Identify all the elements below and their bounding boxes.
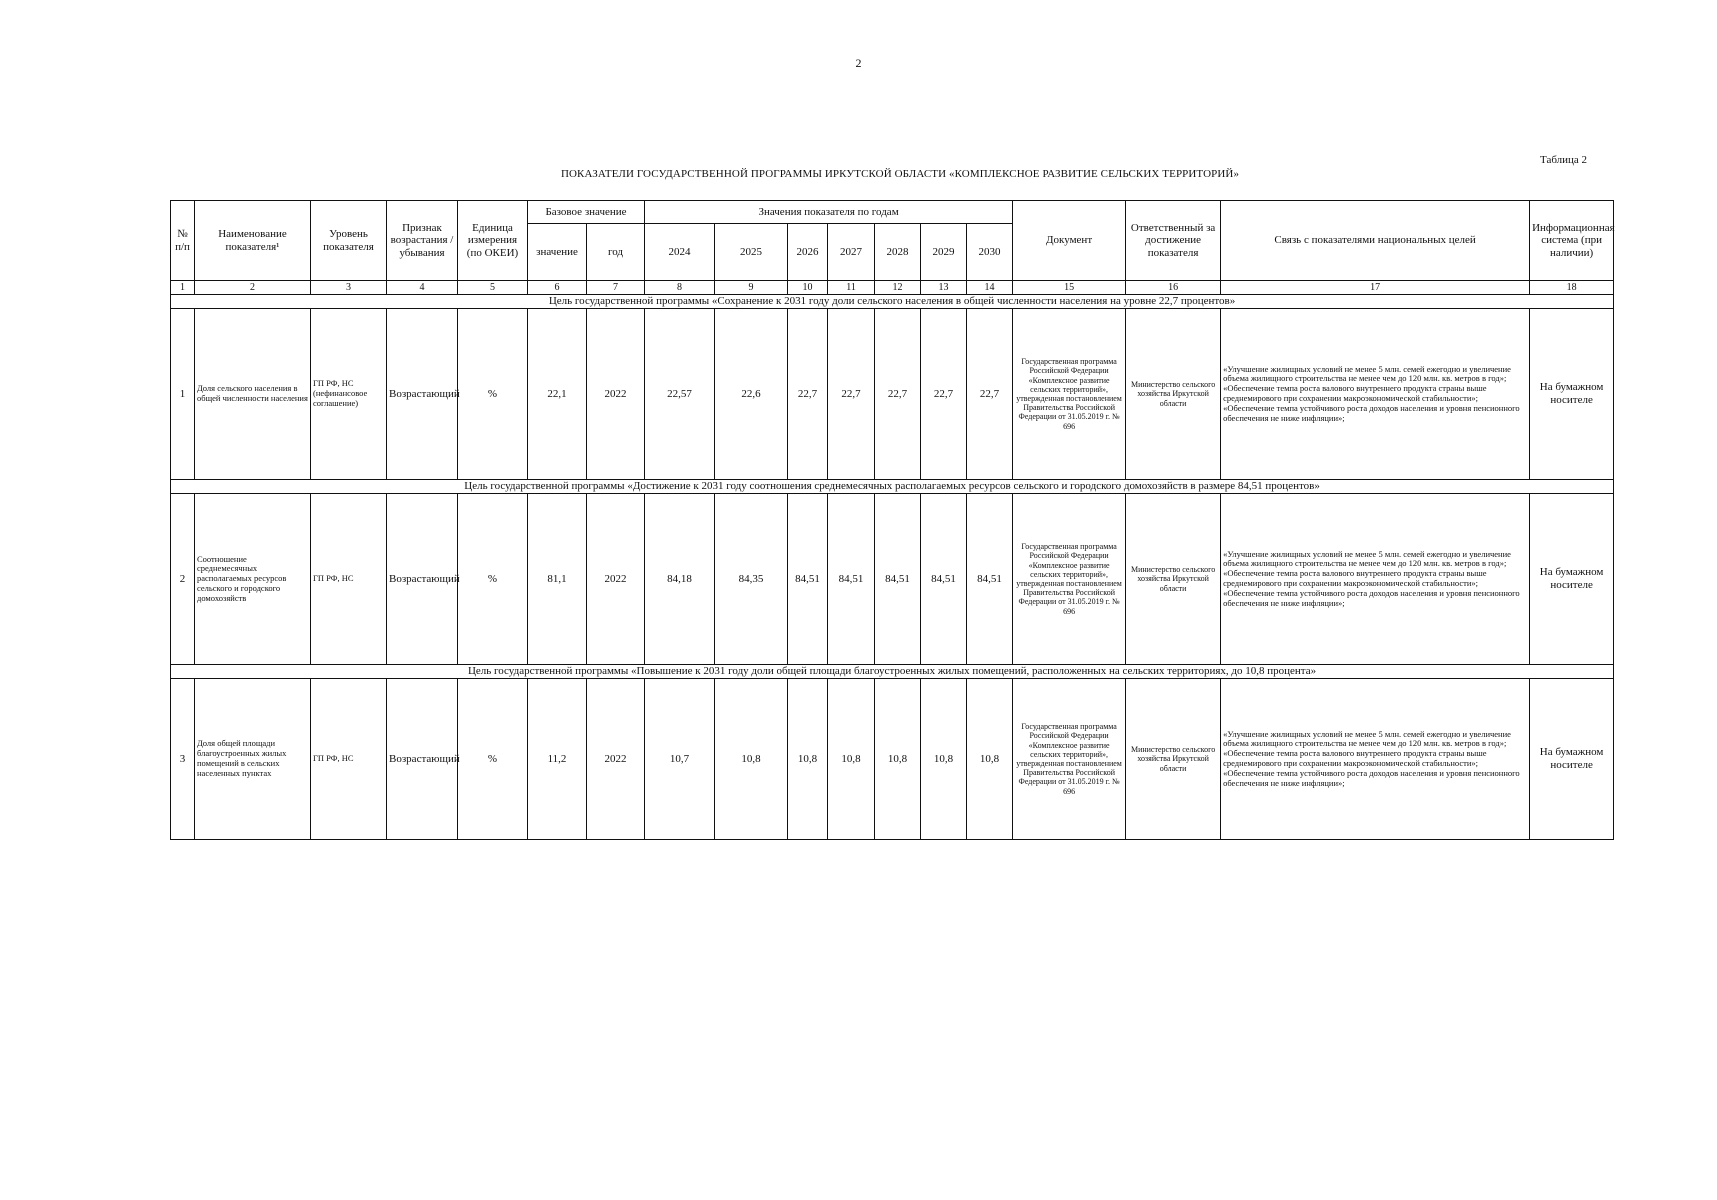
- column-number: 6: [528, 281, 587, 295]
- row-value-2024: 84,18: [645, 494, 715, 665]
- header-responsible: Ответственный за достижение показателя: [1126, 201, 1221, 281]
- row-name: Соотношение среднемесячных располагаемых ресурсов сельского и городского домохозяйств: [195, 494, 311, 665]
- row-info-system: На бумажном носителе: [1530, 679, 1614, 840]
- row-link: «Улучшение жилищных условий не менее 5 млн. семей ежегодно и увеличение объема жилищного строительства не менее чем до 120 млн. кв. метров в год»; «Обеспечение темпа роста валового внутреннего продукта страны выше среднемирового при сохранении макроэкономической стабильности»; «Обеспечение темпа устойчивого роста доходов населения и уровня пенсионного обеспечения не ниже инфляции»;: [1221, 494, 1530, 665]
- column-number: 13: [921, 281, 967, 295]
- row-value-2029: 22,7: [921, 309, 967, 480]
- row-base-year: 2022: [587, 309, 645, 480]
- goal-text: Цель государственной программы «Достижение к 2031 году соотношения среднемесячных располагаемых ресурсов сельского и городского домохозяйств в размере 84,51 процентов»: [171, 480, 1614, 494]
- row-trend: Возрастающий: [387, 679, 458, 840]
- column-number: 15: [1013, 281, 1126, 295]
- row-info-system: На бумажном носителе: [1530, 309, 1614, 480]
- row-base-value: 81,1: [528, 494, 587, 665]
- header-year: 2024: [645, 224, 715, 281]
- row-unit: %: [458, 679, 528, 840]
- column-number: 18: [1530, 281, 1614, 295]
- header-base: Базовое значение: [528, 201, 645, 224]
- goal-row: [171, 480, 1614, 494]
- row-value-2025: 84,35: [715, 494, 788, 665]
- row-value-2024: 10,7: [645, 679, 715, 840]
- row-value-2024: 22,57: [645, 309, 715, 480]
- row-value-2025: 22,6: [715, 309, 788, 480]
- header-document: Документ: [1013, 201, 1126, 281]
- header-year: 2030: [967, 224, 1013, 281]
- column-number: 8: [645, 281, 715, 295]
- header-year: 2026: [788, 224, 828, 281]
- row-value-2030: 22,7: [967, 309, 1013, 480]
- row-document: Государственная программа Российской Федерации «Комплексное развитие сельских территорий», утвержденная постановлением Правительства Российской Федерации от 31.05.2019 г. № 696: [1013, 309, 1126, 480]
- column-number: 7: [587, 281, 645, 295]
- row-info-system: На бумажном носителе: [1530, 494, 1614, 665]
- row-base-value: 22,1: [528, 309, 587, 480]
- header-years-group: Значения показателя по годам: [645, 201, 1013, 224]
- header-level: Уровень показателя: [311, 201, 387, 281]
- row-name: Доля сельского населения в общей численности населения: [195, 309, 311, 480]
- row-responsible: Министерство сельского хозяйства Иркутской области: [1126, 309, 1221, 480]
- row-trend: Возрастающий: [387, 494, 458, 665]
- row-value-2028: 10,8: [875, 679, 921, 840]
- column-number: 3: [311, 281, 387, 295]
- row-responsible: Министерство сельского хозяйства Иркутской области: [1126, 494, 1221, 665]
- column-number: 9: [715, 281, 788, 295]
- indicators-table: [170, 200, 1614, 840]
- header-year: 2025: [715, 224, 788, 281]
- goal-text: Цель государственной программы «Сохранение к 2031 году доли сельского населения в общей численности населения на уровне 22,7 процентов»: [171, 295, 1614, 309]
- column-number: 12: [875, 281, 921, 295]
- row-value-2027: 10,8: [828, 679, 875, 840]
- column-number: 4: [387, 281, 458, 295]
- row-num: 1: [171, 309, 195, 480]
- row-value-2030: 84,51: [967, 494, 1013, 665]
- header-info-system: Информационная система (при наличии): [1530, 201, 1614, 281]
- row-num: 2: [171, 494, 195, 665]
- goal-row: [171, 665, 1614, 679]
- row-value-2026: 84,51: [788, 494, 828, 665]
- table-row: [171, 494, 1614, 665]
- row-value-2028: 84,51: [875, 494, 921, 665]
- row-value-2029: 10,8: [921, 679, 967, 840]
- row-link: «Улучшение жилищных условий не менее 5 млн. семей ежегодно и увеличение объема жилищного строительства не менее чем до 120 млн. кв. метров в год»; «Обеспечение темпа роста валового внутреннего продукта страны выше среднемирового при сохранении макроэкономической стабильности»; «Обеспечение темпа устойчивого роста доходов населения и уровня пенсионного обеспечения не ниже инфляции»;: [1221, 679, 1530, 840]
- goal-text: Цель государственной программы «Повышение к 2031 году доли общей площади благоустроенных жилых помещений, расположенных на сельских территориях, до 10,8 процента»: [171, 665, 1614, 679]
- row-value-2028: 22,7: [875, 309, 921, 480]
- header-link: Связь с показателями национальных целей: [1221, 201, 1530, 281]
- row-num: 3: [171, 679, 195, 840]
- column-numbers-row: [171, 281, 1614, 295]
- column-number: 1: [171, 281, 195, 295]
- row-value-2027: 84,51: [828, 494, 875, 665]
- column-number: 10: [788, 281, 828, 295]
- header-row: [171, 201, 1614, 224]
- header-num: № п/п: [171, 201, 195, 281]
- column-number: 11: [828, 281, 875, 295]
- page-title: ПОКАЗАТЕЛИ ГОСУДАРСТВЕННОЙ ПРОГРАММЫ ИРКУТСКОЙ ОБЛАСТИ «КОМПЛЕКСНОЕ РАЗВИТИЕ СЕЛЬСКИХ ТЕРРИТОРИЙ»: [560, 168, 1240, 180]
- column-number: 16: [1126, 281, 1221, 295]
- row-value-2025: 10,8: [715, 679, 788, 840]
- header-trend: Признак возрастания /убывания: [387, 201, 458, 281]
- row-name: Доля общей площади благоустроенных жилых помещений в сельских населенных пунктах: [195, 679, 311, 840]
- row-document: Государственная программа Российской Федерации «Комплексное развитие сельских территорий», утвержденная постановлением Правительства Российской Федерации от 31.05.2019 г. № 696: [1013, 494, 1126, 665]
- table-label: Таблица 2: [1540, 154, 1588, 166]
- row-base-year: 2022: [587, 494, 645, 665]
- row-value-2027: 22,7: [828, 309, 875, 480]
- header-year: 2028: [875, 224, 921, 281]
- row-unit: %: [458, 309, 528, 480]
- row-value-2026: 22,7: [788, 309, 828, 480]
- row-value-2029: 84,51: [921, 494, 967, 665]
- row-base-year: 2022: [587, 679, 645, 840]
- row-value-2030: 10,8: [967, 679, 1013, 840]
- row-responsible: Министерство сельского хозяйства Иркутской области: [1126, 679, 1221, 840]
- header-base-value: значение: [528, 224, 587, 281]
- header-year: 2027: [828, 224, 875, 281]
- row-link: «Улучшение жилищных условий не менее 5 млн. семей ежегодно и увеличение объема жилищного строительства не менее чем до 120 млн. кв. метров в год»; «Обеспечение темпа роста валового внутреннего продукта страны выше среднемирового при сохранении макроэкономической стабильности»; «Обеспечение темпа устойчивого роста доходов населения и уровня пенсионного обеспечения не ниже инфляции»;: [1221, 309, 1530, 480]
- row-base-value: 11,2: [528, 679, 587, 840]
- column-number: 17: [1221, 281, 1530, 295]
- column-number: 2: [195, 281, 311, 295]
- row-trend: Возрастающий: [387, 309, 458, 480]
- page-number: 2: [855, 56, 862, 70]
- row-document: Государственная программа Российской Федерации «Комплексное развитие сельских территорий», утвержденная постановлением Правительства Российской Федерации от 31.05.2019 г. № 696: [1013, 679, 1126, 840]
- row-level: ГП РФ, НС: [311, 494, 387, 665]
- row-level: ГП РФ, НС (нефинансовое соглашение): [311, 309, 387, 480]
- table-row: [171, 309, 1614, 480]
- table-row: [171, 679, 1614, 840]
- header-year: 2029: [921, 224, 967, 281]
- goal-row: [171, 295, 1614, 309]
- row-level: ГП РФ, НС: [311, 679, 387, 840]
- header-name: Наименование показателя¹: [195, 201, 311, 281]
- row-value-2026: 10,8: [788, 679, 828, 840]
- row-unit: %: [458, 494, 528, 665]
- column-number: 5: [458, 281, 528, 295]
- header-base-year: год: [587, 224, 645, 281]
- column-number: 14: [967, 281, 1013, 295]
- header-unit: Единица измерения (по ОКЕИ): [458, 201, 528, 281]
